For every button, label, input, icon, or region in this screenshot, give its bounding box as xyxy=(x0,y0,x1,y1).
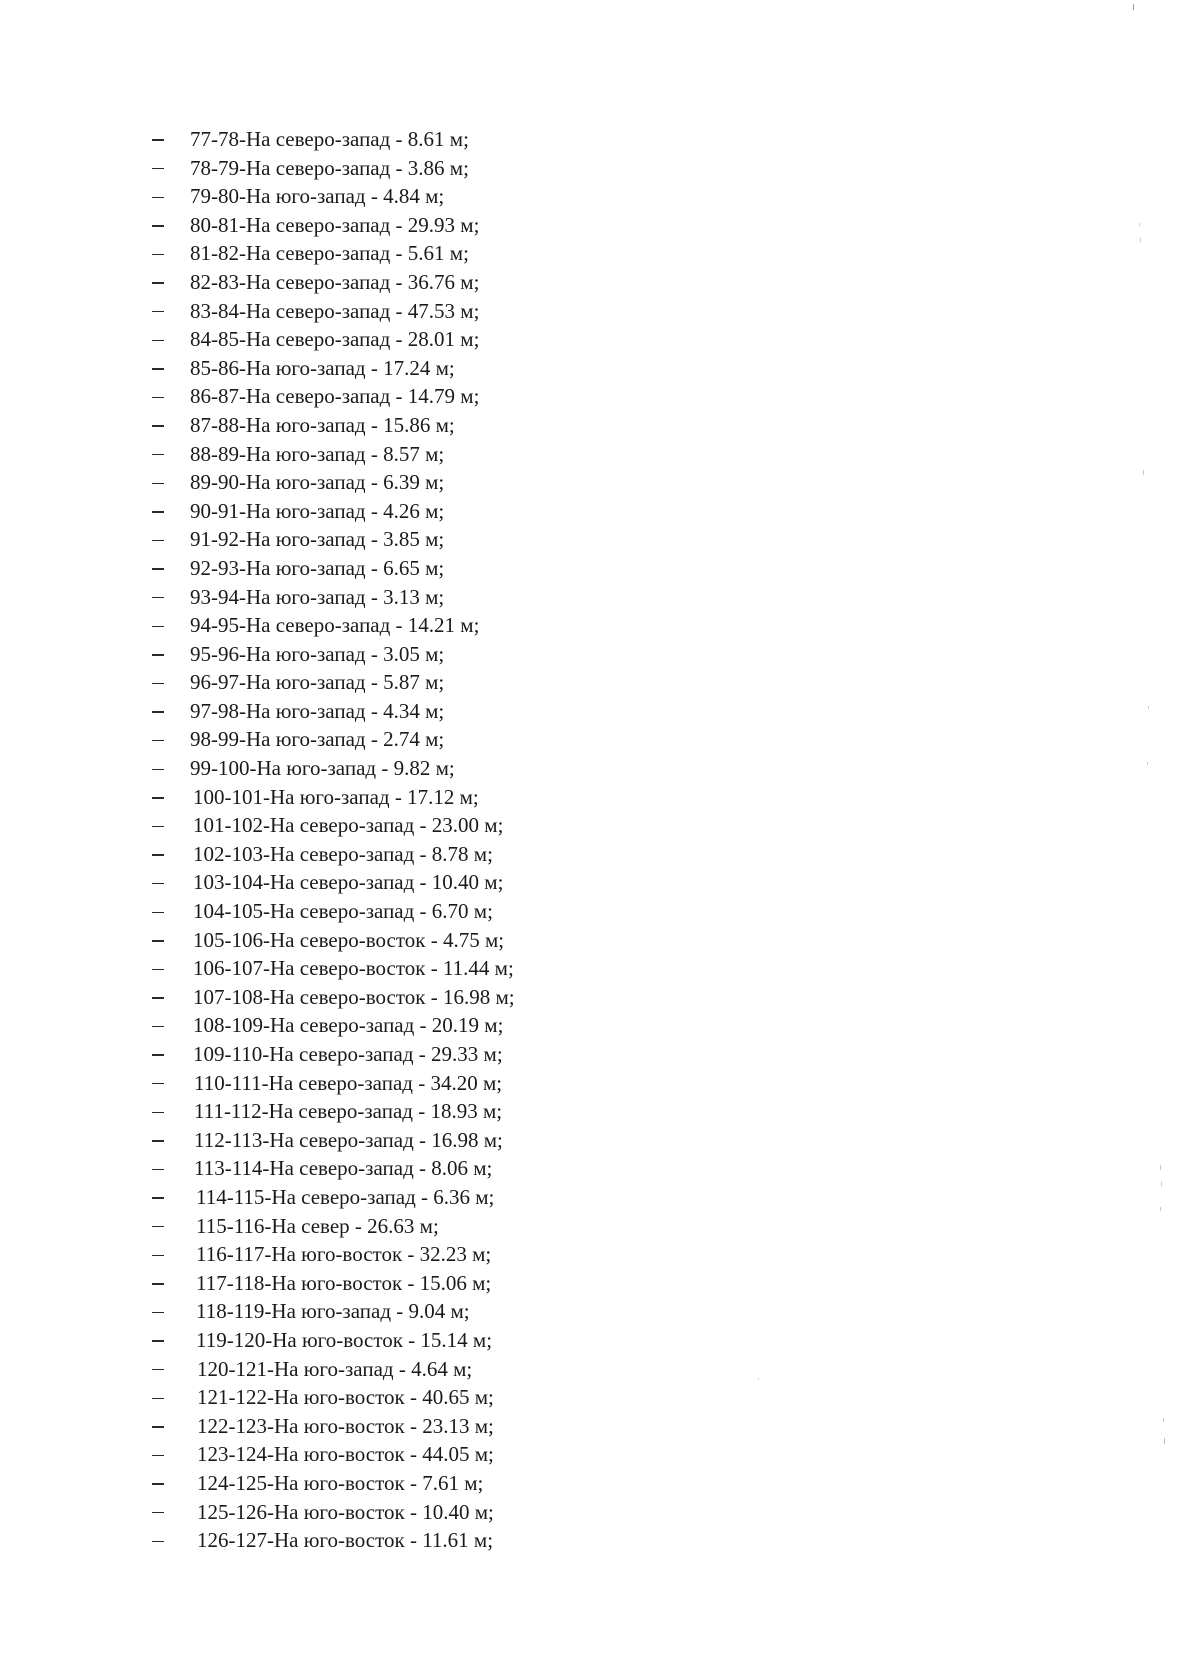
segment-text: 99-100-На юго-запад - 9.82 м; xyxy=(190,756,455,781)
list-item xyxy=(152,1297,515,1326)
list-item xyxy=(152,1183,515,1212)
dash-bullet xyxy=(152,197,164,198)
dash-bullet xyxy=(152,1112,164,1113)
scan-speck xyxy=(1133,4,1134,10)
list-item xyxy=(152,1383,515,1412)
list-item xyxy=(152,954,515,983)
segment-text: 112-113-На северо-запад - 16.98 м; xyxy=(194,1127,503,1152)
dash-bullet xyxy=(152,711,164,712)
segment-text: 123-124-На юго-восток - 44.05 м; xyxy=(197,1442,494,1467)
list-item xyxy=(152,297,515,326)
list-item xyxy=(152,811,515,840)
list-item xyxy=(152,840,515,869)
list-item xyxy=(152,640,515,669)
segment-text: 98-99-На юго-запад - 2.74 м; xyxy=(190,727,445,752)
list-item xyxy=(152,1326,515,1355)
list-item xyxy=(152,468,515,497)
segment-text: 89-90-На юго-запад - 6.39 м; xyxy=(190,470,445,495)
segment-text: 104-105-На северо-запад - 6.70 м; xyxy=(193,899,493,924)
segment-text: 81-82-На северо-запад - 5.61 м; xyxy=(190,241,469,266)
segment-text: 113-114-На северо-запад - 8.06 м; xyxy=(194,1156,493,1181)
list-item xyxy=(152,1526,515,1555)
segment-text: 101-102-На северо-запад - 23.00 м; xyxy=(193,813,504,838)
list-item xyxy=(152,182,515,211)
segment-text: 107-108-На северо-восток - 16.98 м; xyxy=(193,984,515,1009)
list-item xyxy=(152,583,515,612)
scan-speck xyxy=(1139,223,1140,226)
segment-text: 106-107-На северо-восток - 11.44 м; xyxy=(193,956,514,981)
dash-bullet xyxy=(152,568,164,569)
segment-text: 100-101-На юго-запад - 17.12 м; xyxy=(193,784,479,809)
segment-text: 79-80-На юго-запад - 4.84 м; xyxy=(190,184,445,209)
list-item xyxy=(152,325,515,354)
list-item xyxy=(152,783,515,812)
dash-bullet xyxy=(152,912,164,913)
segment-text: 92-93-На юго-запад - 6.65 м; xyxy=(190,555,445,580)
dash-bullet xyxy=(152,854,164,855)
list-item xyxy=(152,868,515,897)
boundary-segment-list xyxy=(152,125,515,1555)
dash-bullet xyxy=(152,511,164,512)
list-item xyxy=(152,1011,515,1040)
dash-bullet xyxy=(152,883,164,884)
dash-bullet xyxy=(152,168,164,169)
segment-text: 103-104-На северо-запад - 10.40 м; xyxy=(193,870,504,895)
segment-text: 108-109-На северо-запад - 20.19 м; xyxy=(193,1013,504,1038)
segment-text: 91-92-На юго-запад - 3.85 м; xyxy=(190,527,445,552)
segment-text: 80-81-На северо-запад - 29.93 м; xyxy=(190,212,480,237)
list-item xyxy=(152,239,515,268)
segment-text: 117-118-На юго-восток - 15.06 м; xyxy=(196,1270,492,1295)
segment-text: 121-122-На юго-восток - 40.65 м; xyxy=(197,1385,494,1410)
scan-speck xyxy=(1143,470,1144,475)
list-item xyxy=(152,497,515,526)
list-item xyxy=(152,1469,515,1498)
list-item xyxy=(152,1040,515,1069)
list-item xyxy=(152,211,515,240)
scan-speck xyxy=(1163,1418,1164,1422)
list-item xyxy=(152,440,515,469)
scan-speck xyxy=(1160,1207,1161,1211)
dash-bullet xyxy=(152,1512,164,1513)
list-item xyxy=(152,1212,515,1241)
dash-bullet xyxy=(152,1283,164,1284)
segment-text: 120-121-На юго-запад - 4.64 м; xyxy=(197,1356,473,1381)
dash-bullet xyxy=(152,1226,164,1227)
scan-speck xyxy=(1140,238,1141,242)
segment-text: 124-125-На юго-восток - 7.61 м; xyxy=(197,1470,484,1495)
list-item xyxy=(152,897,515,926)
list-item xyxy=(152,354,515,383)
list-item xyxy=(152,1355,515,1384)
segment-text: 122-123-На юго-восток - 23.13 м; xyxy=(197,1413,494,1438)
dash-bullet xyxy=(152,1398,164,1399)
list-item xyxy=(152,697,515,726)
dash-bullet xyxy=(152,397,164,398)
list-item xyxy=(152,411,515,440)
list-item xyxy=(152,382,515,411)
list-item xyxy=(152,926,515,955)
dash-bullet xyxy=(152,225,164,226)
segment-text: 83-84-На северо-запад - 47.53 м; xyxy=(190,298,480,323)
scan-speck xyxy=(1148,706,1149,709)
dash-bullet xyxy=(152,282,164,283)
dash-bullet xyxy=(152,540,164,541)
segment-text: 114-115-На северо-запад - 6.36 м; xyxy=(196,1184,495,1209)
dash-bullet xyxy=(152,1426,164,1427)
dash-bullet xyxy=(152,1369,164,1370)
dash-bullet xyxy=(152,1140,164,1141)
scan-speck xyxy=(1147,762,1148,765)
list-item xyxy=(152,154,515,183)
dash-bullet xyxy=(152,1255,164,1256)
segment-text: 102-103-На северо-запад - 8.78 м; xyxy=(193,841,493,866)
segment-text: 118-119-На юго-запад - 9.04 м; xyxy=(196,1299,470,1324)
segment-text: 84-85-На северо-запад - 28.01 м; xyxy=(190,327,480,352)
list-item xyxy=(152,1126,515,1155)
segment-text: 110-111-На северо-запад - 34.20 м; xyxy=(194,1070,503,1095)
dash-bullet xyxy=(152,340,164,341)
dash-bullet xyxy=(152,969,164,970)
dash-bullet xyxy=(152,626,164,627)
list-item xyxy=(152,1498,515,1527)
list-item xyxy=(152,1069,515,1098)
segment-text: 111-112-На северо-запад - 18.93 м; xyxy=(194,1099,503,1124)
list-item xyxy=(152,1440,515,1469)
segment-text: 86-87-На северо-запад - 14.79 м; xyxy=(190,384,480,409)
segment-text: 97-98-На юго-запад - 4.34 м; xyxy=(190,698,445,723)
list-item xyxy=(152,725,515,754)
list-item xyxy=(152,1097,515,1126)
dash-bullet xyxy=(152,769,164,770)
dash-bullet xyxy=(152,254,164,255)
list-item xyxy=(152,1154,515,1183)
dash-bullet xyxy=(152,425,164,426)
scan-speck xyxy=(758,1378,759,1380)
segment-text: 96-97-На юго-запад - 5.87 м; xyxy=(190,670,445,695)
list-item xyxy=(152,668,515,697)
segment-text: 78-79-На северо-запад - 3.86 м; xyxy=(190,155,469,180)
segment-text: 94-95-На северо-запад - 14.21 м; xyxy=(190,613,480,638)
segment-text: 87-88-На юго-запад - 15.86 м; xyxy=(190,412,455,437)
dash-bullet xyxy=(152,826,164,827)
dash-bullet xyxy=(152,1026,164,1027)
dash-bullet xyxy=(152,483,164,484)
segment-text: 119-120-На юго-восток - 15.14 м; xyxy=(196,1327,493,1352)
dash-bullet xyxy=(152,1340,164,1341)
dash-bullet xyxy=(152,654,164,655)
dash-bullet xyxy=(152,1541,164,1542)
list-item xyxy=(152,268,515,297)
dash-bullet xyxy=(152,368,164,369)
dash-bullet xyxy=(152,1455,164,1456)
segment-text: 115-116-На север - 26.63 м; xyxy=(196,1213,439,1238)
dash-bullet xyxy=(152,597,164,598)
dash-bullet xyxy=(152,683,164,684)
dash-bullet xyxy=(152,1054,164,1055)
list-item xyxy=(152,983,515,1012)
segment-text: 82-83-На северо-запад - 36.76 м; xyxy=(190,269,480,294)
dash-bullet xyxy=(152,997,164,998)
dash-bullet xyxy=(152,1083,164,1084)
dash-bullet xyxy=(152,1169,164,1170)
list-item xyxy=(152,754,515,783)
list-item xyxy=(152,554,515,583)
segment-text: 105-106-На северо-восток - 4.75 м; xyxy=(193,927,505,952)
list-item xyxy=(152,1240,515,1269)
scan-speck xyxy=(1161,1182,1162,1186)
segment-text: 88-89-На юго-запад - 8.57 м; xyxy=(190,441,445,466)
segment-text: 95-96-На юго-запад - 3.05 м; xyxy=(190,641,445,666)
scan-speck xyxy=(1160,1165,1161,1170)
list-item xyxy=(152,1412,515,1441)
segment-text: 109-110-На северо-запад - 29.33 м; xyxy=(193,1042,503,1066)
list-item xyxy=(152,125,515,154)
dash-bullet xyxy=(152,1312,164,1313)
dash-bullet xyxy=(152,1197,164,1198)
list-item xyxy=(152,1269,515,1298)
dash-bullet xyxy=(152,1483,164,1484)
dash-bullet xyxy=(152,797,164,798)
segment-text: 126-127-На юго-восток - 11.61 м; xyxy=(197,1528,494,1553)
scan-speck xyxy=(1164,1438,1165,1444)
dash-bullet xyxy=(152,311,164,312)
dash-bullet xyxy=(152,454,164,455)
segment-text: 77-78-На северо-запад - 8.61 м; xyxy=(190,127,469,151)
segment-text: 125-126-На юго-восток - 10.40 м; xyxy=(197,1499,494,1524)
segment-text: 116-117-На юго-восток - 32.23 м; xyxy=(196,1242,492,1267)
list-item xyxy=(152,611,515,640)
list-item xyxy=(152,525,515,554)
dash-bullet xyxy=(152,940,164,941)
dash-bullet xyxy=(152,139,164,140)
segment-text: 90-91-На юго-запад - 4.26 м; xyxy=(190,498,445,523)
segment-text: 93-94-На юго-запад - 3.13 м; xyxy=(190,584,445,609)
segment-text: 85-86-На юго-запад - 17.24 м; xyxy=(190,355,455,380)
dash-bullet xyxy=(152,740,164,741)
